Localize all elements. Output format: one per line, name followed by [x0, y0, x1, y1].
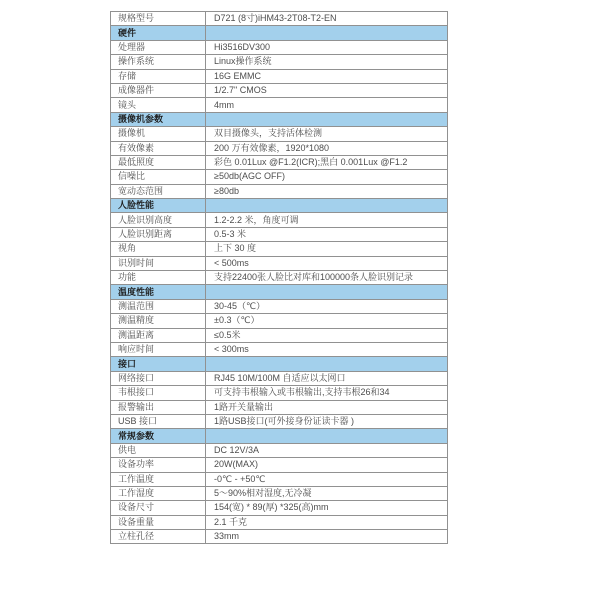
spec-row: [111, 184, 448, 198]
spec-value: 支持22400张人脸比对库和100000条人脸识别记录: [206, 271, 448, 285]
spec-label: 镜头: [111, 98, 206, 112]
spec-value: < 500ms: [206, 256, 448, 270]
spec-value: 双目摄像头，支持活体检测: [206, 127, 448, 141]
section-header-row: [111, 26, 448, 40]
spec-label: 视角: [111, 242, 206, 256]
spec-row: [111, 515, 448, 529]
spec-value: ≥50db(AGC OFF): [206, 170, 448, 184]
spec-value: [206, 199, 448, 213]
spec-value: 1路USB接口(可外接身份证读卡器 ): [206, 414, 448, 428]
spec-value: < 300ms: [206, 342, 448, 356]
spec-value: [206, 285, 448, 299]
spec-label: 响应时间: [111, 342, 206, 356]
spec-row: [111, 242, 448, 256]
spec-value: 33mm: [206, 530, 448, 544]
spec-label: 设备功率: [111, 458, 206, 472]
spec-value: [206, 26, 448, 40]
spec-value: 4mm: [206, 98, 448, 112]
spec-row: [111, 98, 448, 112]
spec-row: [111, 170, 448, 184]
spec-row: [111, 443, 448, 457]
section-title: 摄像机参数: [111, 112, 206, 126]
spec-label: 功能: [111, 271, 206, 285]
spec-label: 人脸识别距离: [111, 227, 206, 241]
spec-value: D721 (8寸)iHM43-2T08-T2-EN: [206, 12, 448, 26]
spec-value: 20W(MAX): [206, 458, 448, 472]
spec-label: 工作湿度: [111, 486, 206, 500]
spec-label: 韦根接口: [111, 386, 206, 400]
spec-label: 人脸识别高度: [111, 213, 206, 227]
spec-value: 200 万有效像素，1920*1080: [206, 141, 448, 155]
spec-row: [111, 127, 448, 141]
spec-label: 供电: [111, 443, 206, 457]
spec-row: [111, 486, 448, 500]
spec-value: [206, 357, 448, 371]
spec-value: Hi3516DV300: [206, 40, 448, 54]
spec-value: Linux操作系统: [206, 55, 448, 69]
spec-label: 报警输出: [111, 400, 206, 414]
spec-row: [111, 213, 448, 227]
section-title: 人脸性能: [111, 199, 206, 213]
spec-table-body: [111, 12, 448, 544]
spec-value: 2.1 千克: [206, 515, 448, 529]
spec-value: 5～90%相对湿度,无冷凝: [206, 486, 448, 500]
spec-label: 设备尺寸: [111, 501, 206, 515]
spec-value: [206, 429, 448, 443]
spec-row: [111, 501, 448, 515]
spec-label: 操作系统: [111, 55, 206, 69]
spec-row: [111, 83, 448, 97]
spec-value: 30-45（℃）: [206, 299, 448, 313]
spec-label: 规格型号: [111, 12, 206, 26]
spec-row: [111, 371, 448, 385]
spec-value: 154(宽) * 89(厚) *325(高)mm: [206, 501, 448, 515]
spec-value: 可支持韦根输入或韦根输出,支持韦根26和34: [206, 386, 448, 400]
section-header-row: [111, 285, 448, 299]
spec-value: ≥80db: [206, 184, 448, 198]
spec-value: 上下 30 度: [206, 242, 448, 256]
spec-row: [111, 400, 448, 414]
spec-value: DC 12V/3A: [206, 443, 448, 457]
spec-value: RJ45 10M/100M 自适应以太网口: [206, 371, 448, 385]
spec-label: 宽动态范围: [111, 184, 206, 198]
spec-label: USB 接口: [111, 414, 206, 428]
spec-row: [111, 40, 448, 54]
section-header-row: [111, 429, 448, 443]
spec-value: 彩色 0.01Lux @F1.2(ICR);黑白 0.001Lux @F1.2: [206, 155, 448, 169]
spec-row: [111, 472, 448, 486]
spec-row: [111, 530, 448, 544]
spec-value: ±0.3（℃）: [206, 314, 448, 328]
spec-label: 存储: [111, 69, 206, 83]
section-header-row: [111, 112, 448, 126]
spec-value: 16G EMMC: [206, 69, 448, 83]
section-header-row: [111, 199, 448, 213]
spec-value: -0℃ - +50℃: [206, 472, 448, 486]
spec-row: [111, 227, 448, 241]
spec-label: 网络接口: [111, 371, 206, 385]
spec-label: 工作温度: [111, 472, 206, 486]
spec-row: [111, 271, 448, 285]
spec-row: [111, 342, 448, 356]
spec-label: 成像器件: [111, 83, 206, 97]
spec-label: 测温距离: [111, 328, 206, 342]
spec-table: [110, 11, 448, 544]
spec-row: [111, 314, 448, 328]
spec-label: 摄像机: [111, 127, 206, 141]
spec-row: [111, 414, 448, 428]
spec-label: 有效像素: [111, 141, 206, 155]
spec-row: [111, 141, 448, 155]
section-title: 常规参数: [111, 429, 206, 443]
spec-label: 最低照度: [111, 155, 206, 169]
spec-value: 1/2.7" CMOS: [206, 83, 448, 97]
spec-label: 识别时间: [111, 256, 206, 270]
spec-label: 测温范围: [111, 299, 206, 313]
spec-row: [111, 458, 448, 472]
spec-row: [111, 299, 448, 313]
spec-row: [111, 69, 448, 83]
spec-label: 立柱孔径: [111, 530, 206, 544]
section-title: 硬件: [111, 26, 206, 40]
section-title: 接口: [111, 357, 206, 371]
spec-row: [111, 328, 448, 342]
spec-label: 设备重量: [111, 515, 206, 529]
spec-label: 信噪比: [111, 170, 206, 184]
spec-row: [111, 386, 448, 400]
spec-row: [111, 55, 448, 69]
section-header-row: [111, 357, 448, 371]
spec-value: ≤0.5米: [206, 328, 448, 342]
spec-row: [111, 256, 448, 270]
spec-value: 0.5-3 米: [206, 227, 448, 241]
spec-row: [111, 12, 448, 26]
section-title: 温度性能: [111, 285, 206, 299]
spec-value: [206, 112, 448, 126]
spec-row: [111, 155, 448, 169]
spec-label: 测温精度: [111, 314, 206, 328]
spec-value: 1.2-2.2 米，角度可调: [206, 213, 448, 227]
spec-value: 1路开关量输出: [206, 400, 448, 414]
spec-label: 处理器: [111, 40, 206, 54]
